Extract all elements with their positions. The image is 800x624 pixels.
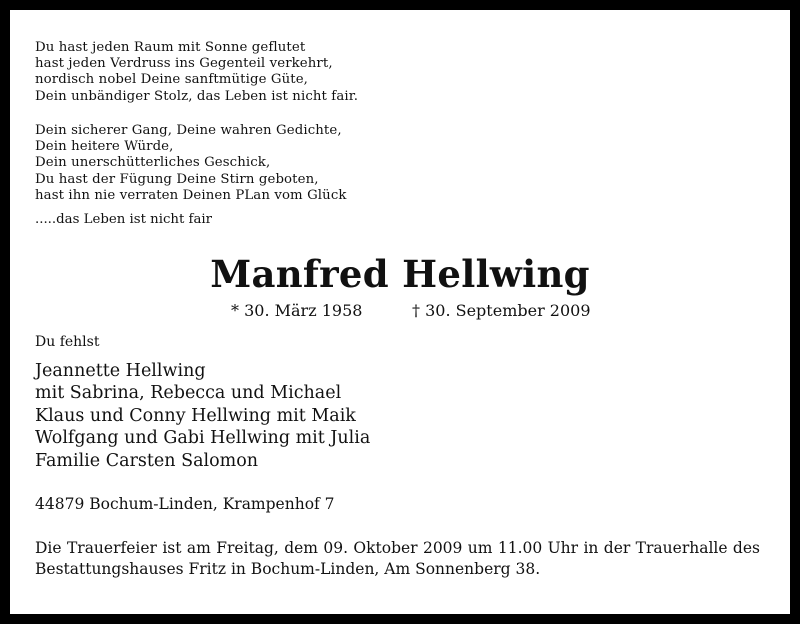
poem-line: Dein unerschütterliches Geschick, xyxy=(35,155,271,171)
deceased-name: Manfred Hellwing xyxy=(210,252,590,296)
death-date: † 30. September 2009 xyxy=(412,301,591,320)
mourner-line: Jeannette Hellwing xyxy=(35,361,206,381)
address: 44879 Bochum-Linden, Krampenhof 7 xyxy=(35,495,335,513)
mourner-line: Klaus und Conny Hellwing mit Maik xyxy=(35,405,356,426)
poem-line: hast jeden Verdruss ins Gegenteil verkehrt, xyxy=(35,56,333,72)
obituary-notice xyxy=(10,10,790,614)
poem-line: Du hast jeden Raum mit Sonne geflutet xyxy=(35,40,306,55)
poem-line: hast ihn nie verraten Deinen PLan vom Glück xyxy=(35,187,347,203)
funeral-notice: Die Trauerfeier ist am Freitag, dem 09. Oktober 2009 um 11.00 Uhr in der Trauerhalle des Bestattungshauses Fritz in Bochum-Linden, Am Sonnenberg 38. xyxy=(35,539,760,578)
poem-line: Dein heitere Würde, xyxy=(35,139,174,155)
poem-line: Dein unbändiger Stolz, das Leben ist nicht fair. xyxy=(35,88,359,104)
poem-tagline: .....das Leben ist nicht fair xyxy=(35,212,212,227)
mourners-list xyxy=(35,360,370,472)
poem-line: Du hast der Fügung Deine Stirn geboten, xyxy=(35,171,319,187)
poem-stanza-2 xyxy=(35,123,347,204)
poem-line: Dein sicherer Gang, Deine wahren Gedichte, xyxy=(35,123,342,138)
mourner-line: mit Sabrina, Rebecca und Michael xyxy=(35,383,342,404)
mourner-line: Wolfgang und Gabi Hellwing mit Julia xyxy=(35,428,371,449)
mourner-line: Familie Carsten Salomon xyxy=(35,450,259,471)
poem-stanza-1 xyxy=(35,40,358,105)
poem-line: nordisch nobel Deine sanftmütige Güte, xyxy=(35,72,309,88)
birth-date: * 30. März 1958 xyxy=(231,301,363,320)
missing-text: Du fehlst xyxy=(35,334,100,350)
